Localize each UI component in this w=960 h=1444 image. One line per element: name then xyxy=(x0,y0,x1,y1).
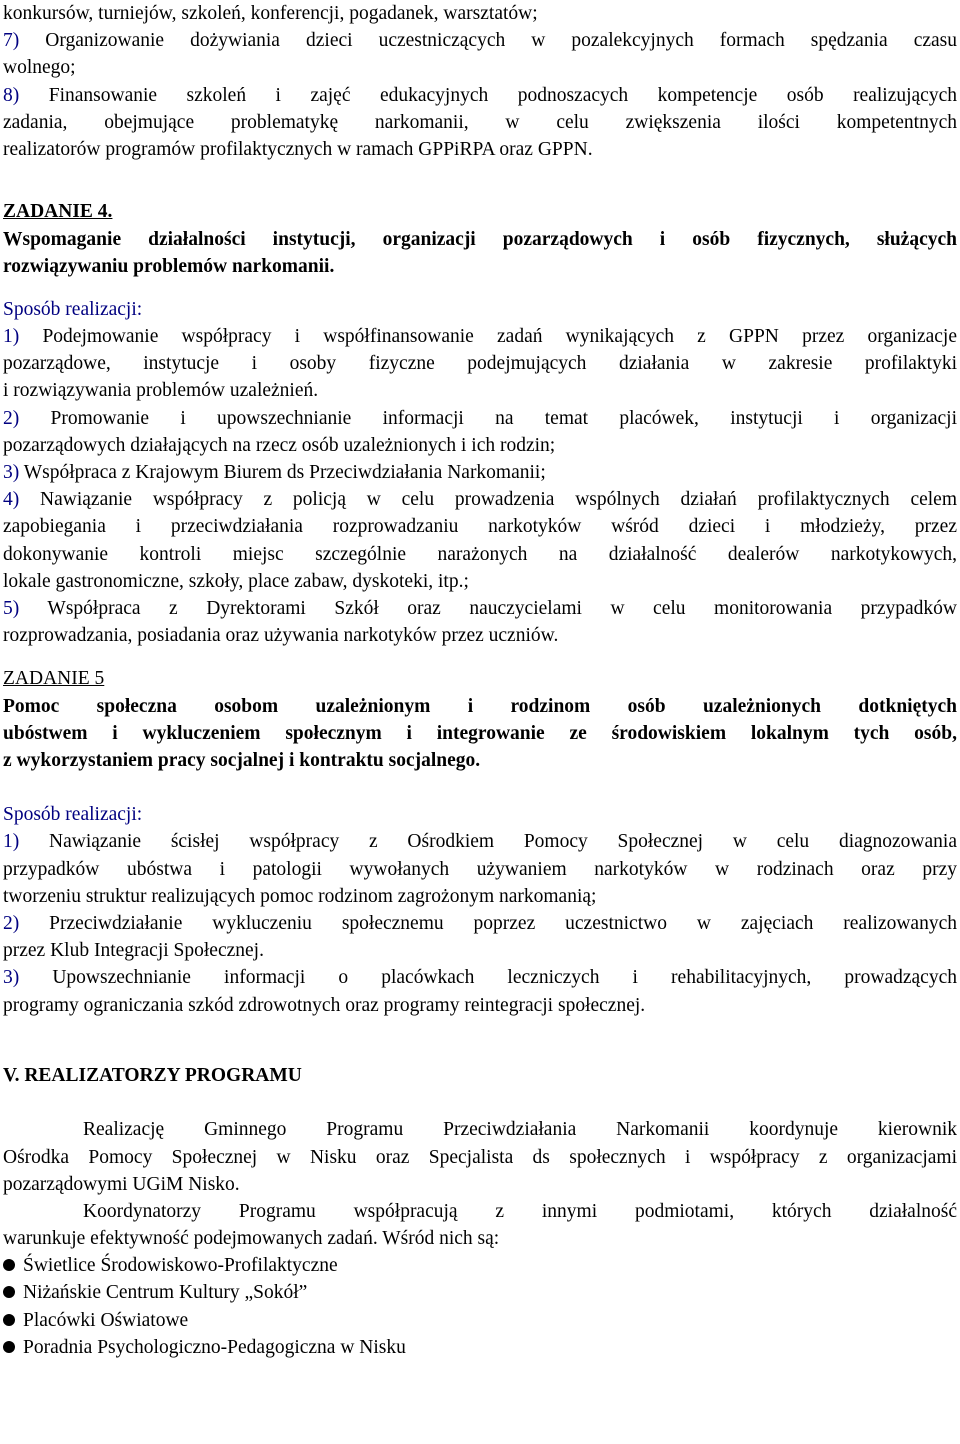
item-text: pozarządowe, instytucje i osoby fizyczne podejmujących działania w zakresie profilaktyki xyxy=(3,353,957,375)
paragraph-line xyxy=(3,1171,957,1198)
chapter-heading: V. REALIZATORZY PROGRAMU xyxy=(3,1064,302,1086)
spacer xyxy=(3,190,957,198)
spacer xyxy=(3,163,957,190)
item-number: 8) xyxy=(3,84,20,106)
item-number: 2) xyxy=(3,913,20,934)
list-item xyxy=(3,432,957,459)
list-item xyxy=(3,27,957,54)
item-text: przypadków ubóstwa i patologii wywołanych używaniem narkotyków w rodzinach oraz przy xyxy=(3,858,957,880)
item-text: rozprowadzania, posiadania oraz używania narkotyków przez uczniów. xyxy=(3,625,559,647)
item-text: zapobiegania i przeciwdziałania rozprowadzaniu narkotyków wśród dzieci i młodzieży, przez xyxy=(3,516,957,538)
text-line: konkursów, turniejów, szkoleń, konferencji, pogadanek, warsztatów; xyxy=(3,3,538,24)
item-text: Promowanie i upowszechnianie informacji na temat placówek, instytucji i organizacji xyxy=(19,407,957,429)
list-item xyxy=(3,323,957,350)
list-item xyxy=(3,828,957,855)
bullet-icon xyxy=(3,1341,15,1353)
bullet-icon xyxy=(3,1259,15,1271)
item-number: 7) xyxy=(3,30,20,52)
item-number: 2) xyxy=(3,407,20,429)
section-subtitle: rozwiązywaniu problemów narkomanii. xyxy=(3,255,335,277)
item-text: Finansowanie szkoleń i zajęć edukacyjnych podnoszacych kompetencje osób realizujących xyxy=(19,84,957,106)
spacer xyxy=(3,1089,957,1116)
bullet-text: Placówki Oświatowe xyxy=(23,1309,189,1331)
bullet-item xyxy=(3,1307,957,1334)
spacer xyxy=(3,657,957,665)
list-item xyxy=(3,350,957,377)
bullet-icon xyxy=(3,1314,15,1326)
item-text: lokale gastronomiczne, szkoły, place zabaw, dyskoteki, itp.; xyxy=(3,570,469,592)
item-text: warunkuje efektywność podejmowanych zadań. Wśród nich są: xyxy=(3,1228,500,1250)
item-text: Współpraca z Krajowym Biurem ds Przeciwdziałania Narkomanii; xyxy=(19,462,546,483)
item-text: dokonywanie kontroli miejsc szczególnie narażonych na działalność dealerów narkotykowych, xyxy=(3,543,957,565)
list-item xyxy=(3,937,957,964)
item-number: 5) xyxy=(3,597,20,619)
list-item xyxy=(3,992,957,1019)
spacer xyxy=(3,280,957,288)
paragraph-line xyxy=(3,1225,957,1252)
text-line: realizatorów programów profilaktycznych w ramach GPPiRPA oraz GPPN. xyxy=(3,138,593,160)
bullet-item xyxy=(3,1279,957,1306)
list-item xyxy=(3,883,957,910)
item-text: przez Klub Integracji Społecznej. xyxy=(3,940,264,962)
item-number: 3) xyxy=(3,462,20,483)
list-item xyxy=(3,595,957,622)
item-text: Ośrodka Pomocy Społecznej w Nisku oraz Specjalista ds społecznych i współpracy z organizacjami xyxy=(3,1146,957,1168)
list-item xyxy=(3,82,957,109)
item-number: 4) xyxy=(3,489,20,511)
item-number: 3) xyxy=(3,967,20,989)
section-subtitle: Pomoc społeczna osobom uzależnionym i rodzinom osób uzależnionych dotkniętych xyxy=(3,695,957,717)
list-item xyxy=(3,568,957,595)
item-text: tworzeniu struktur realizujących pomoc rodzinom zagrożonym narkomanią; xyxy=(3,885,597,907)
spacer xyxy=(3,288,957,296)
list-item xyxy=(3,513,957,540)
bullet-text: Poradnia Psychologiczno-Pedagogiczna w Nisku xyxy=(23,1336,406,1358)
method-heading: Sposób realizacji: xyxy=(3,298,143,320)
spacer xyxy=(3,649,957,657)
spacer xyxy=(3,1019,957,1046)
list-item xyxy=(3,486,957,513)
item-number: 1) xyxy=(3,326,20,348)
list-item xyxy=(3,910,957,937)
document-page xyxy=(3,0,957,1361)
bullet-item xyxy=(3,1252,957,1279)
text-line: zadania, obejmujące problematykę narkomanii, w celu zwiększenia ilości kompetentnych xyxy=(3,111,957,133)
list-item xyxy=(3,541,957,568)
bullet-text: Świetlice Środowiskowo-Profilaktyczne xyxy=(23,1255,338,1277)
item-text: Nawiązanie współpracy z policją w celu prowadzenia wspólnych działań profilaktycznych celem xyxy=(19,489,957,511)
list-item xyxy=(3,405,957,432)
list-item xyxy=(3,377,957,404)
item-text: pozarządowymi UGiM Nisko. xyxy=(3,1173,240,1195)
spacer xyxy=(3,1054,957,1062)
item-text: Przeciwdziałanie wykluczeniu społecznemu poprzez uczestnictwo w zajęciach realizowanych xyxy=(19,913,957,934)
item-text: i rozwiązywania problemów uzależnień. xyxy=(3,380,319,402)
list-item xyxy=(3,459,957,486)
bullet-item xyxy=(3,1334,957,1361)
item-text: programy ograniczania szkód zdrowotnych oraz programy reintegracji społecznej. xyxy=(3,994,646,1016)
section-subtitle: ubóstwem i wykluczeniem społecznym i integrowanie ze środowiskiem lokalnym tych osób, xyxy=(3,722,957,744)
item-text: Realizację Gminnego Programu Przeciwdziałania Narkomanii koordynuje kierownik xyxy=(83,1119,957,1141)
section-title: ZADANIE 4. xyxy=(3,201,113,223)
list-item xyxy=(3,856,957,883)
item-text: pozarządowych działających na rzecz osób uzależnionych i ich rodzin; xyxy=(3,434,556,456)
item-text: Współpraca z Dyrektorami Szkół oraz nauczycielami w celu monitorowania przypadków xyxy=(19,597,957,619)
item-number: 1) xyxy=(3,831,20,853)
spacer xyxy=(3,1046,957,1054)
item-text: Koordynatorzy Programu współpracują z innymi podmiotami, których działalność xyxy=(83,1200,957,1222)
list-item xyxy=(3,964,957,991)
bullet-icon xyxy=(3,1286,15,1298)
section-subtitle: Wspomaganie działalności instytucji, organizacji pozarządowych i osób fizycznych, służących xyxy=(3,228,957,250)
section-subtitle: z wykorzystaniem pracy socjalnej i kontraktu socjalnego. xyxy=(3,749,481,771)
paragraph-line xyxy=(3,1144,957,1171)
paragraph-line xyxy=(3,1116,957,1143)
list-item xyxy=(3,622,957,649)
section-title: ZADANIE 5 xyxy=(3,668,105,690)
bullet-text: Niżańskie Centrum Kultury „Sokół” xyxy=(23,1282,308,1304)
text-line: wolnego; xyxy=(3,57,76,79)
paragraph-line xyxy=(3,1198,957,1225)
item-text: Upowszechnianie informacji o placówkach leczniczych i rehabilitacyjnych, prowadzących xyxy=(19,967,957,989)
method-heading: Sposób realizacji: xyxy=(3,804,143,826)
item-text: Podejmowanie współpracy i współfinansowanie zadań wynikających z GPPN przez organizacje xyxy=(19,326,957,348)
item-text: Nawiązanie ścisłej współpracy z Ośrodkiem Pomocy Społecznej w celu diagnozowania xyxy=(19,831,957,853)
item-text: Organizowanie dożywiania dzieci uczestniczących w pozalekcyjnych formach spędzania czasu xyxy=(19,30,957,52)
spacer xyxy=(3,774,957,801)
